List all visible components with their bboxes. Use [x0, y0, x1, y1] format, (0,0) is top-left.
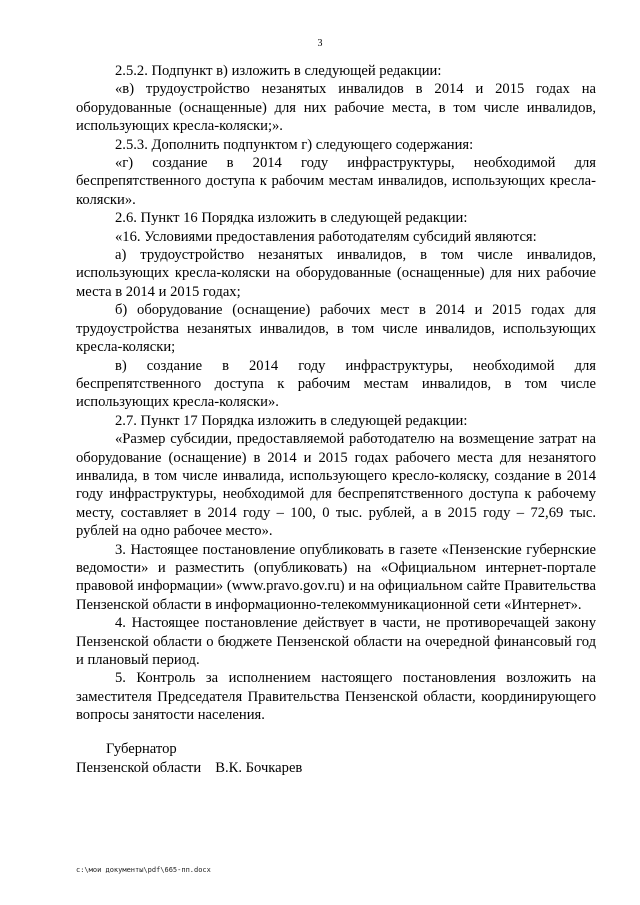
paragraph-condition-a: а) трудоустройство незанятых инвалидов, в том числе инвалидов, использующих кресла-коляски на оборудованные (оснащенные) для них рабочие места в 2014 и 2015 годах;: [76, 247, 596, 300]
signature-block: [76, 740, 302, 778]
signature-line: [76, 759, 302, 778]
paragraph-subsidy-size: «Размер субсидии, предоставляемой работодателю на возмещение затрат на оборудование (оснащение) в 2014 и 2015 годах рабочего места для незанятого инвалида, в том числе инвалида, использующего кресло-коляску, создание в 2014 году инфраструктуры, необходимой для беспрепятственного доступа к рабочему месту, составляет в 2014 году – 100, 0 тыс. рублей, а в 2015 году – 72,69 тыс. рублей на одно рабочее место».: [76, 431, 596, 540]
signature-region: Пензенской области: [76, 760, 202, 776]
paragraph-2-6: 2.6. Пункт 16 Порядка изложить в следующей редакции:: [115, 210, 468, 227]
paragraph-4-validity: 4. Настоящее постановление действует в части, не противоречащей закону Пензенской области о бюджете Пензенской области на очередной финансовый год и плановый период.: [76, 615, 596, 668]
paragraph-2-7: 2.7. Пункт 17 Порядка изложить в следующей редакции:: [115, 412, 468, 429]
paragraph-2-5-2: 2.5.2. Подпункт в) изложить в следующей редакции:: [115, 63, 442, 79]
paragraph-condition-v: в) создание в 2014 году инфраструктуры, необходимой для беспрепятственного доступа к рабочим местам инвалидов, в том числе использующих кресла-коляски».: [76, 357, 596, 411]
document-body: [76, 62, 596, 725]
paragraph-5-control: 5. Контроль за исполнением настоящего постановления возложить на заместителя Председателя Правительства Пензенской области, координирующего вопросы занятости населения.: [76, 670, 596, 724]
paragraph-subitem-g: «г) создание в 2014 году инфраструктуры, необходимой для беспрепятственного доступа к рабочим местам инвалидов, использующих кресла-коляски».: [76, 155, 596, 208]
paragraph-condition-b: б) оборудование (оснащение) рабочих мест в 2014 и 2015 годах для трудоустройства незанятых инвалидов, в том числе инвалидов, использующих кресла-коляски;: [76, 302, 596, 356]
paragraph-3-publication: 3. Настоящее постановление опубликовать в газете «Пензенские губернские ведомости» и разместить (опубликовать) на «Официальном интернет-портале правовой информации» (www.pravo.gov.ru) и на официальном сайте Правительства Пензенской области в информационно-телекоммуникационной сети «Интернет».: [76, 541, 596, 613]
signature-name: В.К. Бочкарев: [215, 760, 303, 776]
paragraph-point-16: «16. Условиями предоставления работодателям субсидий являются:: [115, 228, 537, 245]
page-number: 3: [317, 38, 323, 49]
signature-title: Губернатор: [106, 741, 177, 757]
paragraph-subitem-v: «в) трудоустройство незанятых инвалидов в 2014 и 2015 годах на оборудованные (оснащенные) для них рабочие места, в том числе инвалидов, использующих кресла-коляски;».: [76, 81, 596, 135]
footer-file-path: c:\мои документы\pdf\665-пп.docx: [76, 866, 211, 874]
paragraph-2-5-3: 2.5.3. Дополнить подпунктом г) следующего содержания:: [115, 136, 474, 153]
